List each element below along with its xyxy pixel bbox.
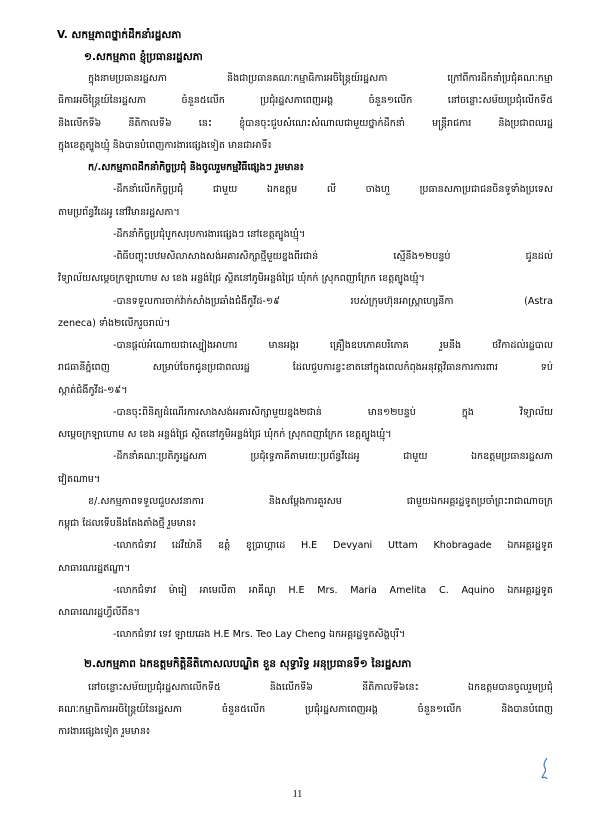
list-item: កម្ពុជា ដែលទើបនឹងតែងតាំងថ្មី រួមមាន៖: [58, 518, 197, 529]
list-item: -បានចុះពិនិត្យដំណើរការសាងសង់អគារសិក្សាមួយខ្នង២ជាន់ មាន១២បន្ទប់ ក្នុង វិទ្យាល័យ: [113, 407, 553, 418]
list-item: -លោកជំទាវ ម៉ារៀ អាមេលីតា អាគីណូ H.E Mrs. Maria Amelita C. Aquino ឯកអគ្គរដ្ឋទូត: [113, 585, 553, 596]
list-item: ស្កាត់ជំងឺកូវីដ-១៩។: [58, 385, 128, 396]
subsection-heading: ២.សកម្មភាព ឯកឧត្តមកិត្តិនីតិកោសលបណ្ឌិត ខួន សុទ្ធារិទ្ធ អនុប្រធានទី១ នៃរដ្ឋសភា: [84, 658, 412, 670]
activity-heading: ខ/.សកម្មភាពទទួលជួបសវនាការ និងសម្តែងការគួរសម ជាមួយឯកអគ្គរដ្ឋទូតប្រចាំព្រះរាជាណាចក្រ: [88, 496, 553, 507]
list-item: -លោកជំទាវ ទេវ ឡាយឆេង H.E Mrs. Teo Lay Cheng ឯកអគ្គរដ្ឋទូតសិង្ហបុរី។: [113, 629, 406, 640]
list-item: សាធារណរដ្ឋហ្វីលីពីន។: [58, 607, 140, 618]
page-number: 11: [292, 789, 303, 800]
list-item: -លោកជំទាវ ដេវីយ៉ានី ឧត្តំ ខូប្រាហ្គាដេ H.E Devyani Uttam Khobragade ឯកអគ្គរដ្ឋទូត: [113, 540, 553, 551]
paragraph-line: គណៈកម្មាធិការអចិន្ត្រៃយ៍នៃរដ្ឋសភា ចំនួន៥លើក ប្រជុំរដ្ឋសភាពេញអង្គ ចំនួន១លើក និងបានបំពេញ: [58, 704, 553, 715]
paragraph-line: ធិការអចិន្ត្រៃយ៍នៃរដ្ឋសភា ចំនួន៥លើក ប្រជុំរដ្ឋសភាពេញអង្គ ចំនួន១លើក នៅចន្លោះសម័យប្រជុំលើកទី៥: [58, 95, 553, 106]
list-item: -ដឹកនាំគណៈប្រតិភូរដ្ឋសភា ប្រជុំទ្វេភាគីតាមរយៈប្រព័ន្ធវីដេអូ ជាមួយ ឯកឧត្តមប្រធានរដ្ឋសភា: [113, 451, 553, 462]
list-item: -បានផ្តល់អំណោយជាស្បៀងអាហារ មានអង្ករ គ្រឿងឧបភោគបរិភោគ រួមនឹង ថវិកាដល់រដ្ឋបាល: [113, 340, 553, 351]
paragraph-line: ការងារផ្សេងទៀត រួមមាន៖: [58, 726, 151, 737]
section-heading: V. សកម្មភាពថ្នាក់ដឹកនាំរដ្ឋសភា: [57, 29, 182, 41]
list-item: វិទ្យាល័យសម្តេចក្រឡាហោម ស ខេង អន្លង់ជ្រៃ ស្ថិតនៅភូមិអន្លង់ជ្រៃ ឃុំកក់ ស្រុកពញាក្រែក ខេត្តត្បូងឃ្មុំ។: [58, 273, 425, 284]
subsection-heading: ១.សកម្មភាព ខ្ញុំប្រធានរដ្ឋសភា: [84, 51, 203, 63]
list-item: តាមប្រព័ន្ធវីដេអូ នៅវិមានរដ្ឋសភា។: [58, 207, 180, 218]
list-item: -ពិធីបញ្ចុះបឋមសិលាសាងសង់អគារសិក្សាថ្មីមួយខ្នងពីរជាន់ ស្មើនឹង១២បន្ទប់ ជូនដល់: [113, 251, 553, 262]
activity-heading: ក/.សកម្មភាពដឹកនាំកិច្ចប្រជុំ និងចូលរួមកម្មវិធីផ្សេងៗ រួមមាន៖: [88, 162, 304, 173]
list-item: សាធារណរដ្ឋឥណ្ឌា។: [58, 563, 131, 574]
paragraph-line: ក្នុងនាមប្រធានរដ្ឋសភា និងជាប្រធានគណៈកម្មាធិការអចិន្ត្រៃយ៍រដ្ឋសភា ក្រៅពីការដឹកនាំប្រជុំគណៈកម្មា: [88, 73, 553, 84]
pen-mark-icon: [538, 756, 552, 782]
list-item: រាជធានីភ្នំពេញ សម្រាប់ចែកជូនប្រជាពលរដ្ឋ ដែលជួបការខ្វះខាតនៅក្នុងពេលកំពុងអនុវត្តវិធានការការពារ ទប់: [58, 362, 553, 373]
paragraph-line: ក្នុងខេត្តត្បូងឃ្មុំ និងបានបំពេញការងារផ្សេងទៀត មានជាអាទិ៍៖: [58, 140, 272, 151]
list-item: -បានទទួលការចាក់វ៉ាក់សាំងប្រឆាំងជំងឺកូវីដ-១៩ របស់ក្រុមហ៊ុនអាស្រ្តាហ្សេនីកា (Astra: [113, 296, 553, 307]
list-item: វៀតណាម។: [58, 474, 101, 485]
list-item: -ដឹកនាំកិច្ចប្រជុំបូកសរុបការងារផ្សេងៗ នៅខេត្តត្បូងឃ្មុំ។: [113, 229, 306, 240]
list-item: zeneca) ទាំង២លើករួចរាល់។: [58, 318, 171, 329]
list-item: សម្តេចក្រឡាហោម ស ខេង អន្លង់ជ្រៃ ស្ថិតនៅភូមិអន្លង់ជ្រៃ ឃុំកក់ ស្រុកពញាក្រែក ខេត្តត្បូងឃ្មុំ។: [58, 429, 392, 440]
paragraph-line: និងលើកទី៦ នីតិកាលទី៦ នេះ ខ្ញុំបានចុះជួបសំណេះសំណាលជាមួយថ្នាក់ដឹកនាំ មន្ត្រីរាជការ និងប្រជាពលរដ្ឋ: [58, 118, 553, 129]
list-item: -ដឹកនាំលើកកិច្ចប្រជុំ ជាមួយ ឯកឧត្តម លី ចាងហួ ប្រធានសភាប្រជាជនចិនទូទាំងប្រទេស: [113, 184, 553, 195]
paragraph-line: នៅចន្លោះសម័យប្រជុំរដ្ឋសភាលើកទី៥ និងលើកទី៦ នីតិកាលទី៦នេះ ឯកឧត្តមបានចូលរួមប្រជុំ: [88, 682, 553, 693]
